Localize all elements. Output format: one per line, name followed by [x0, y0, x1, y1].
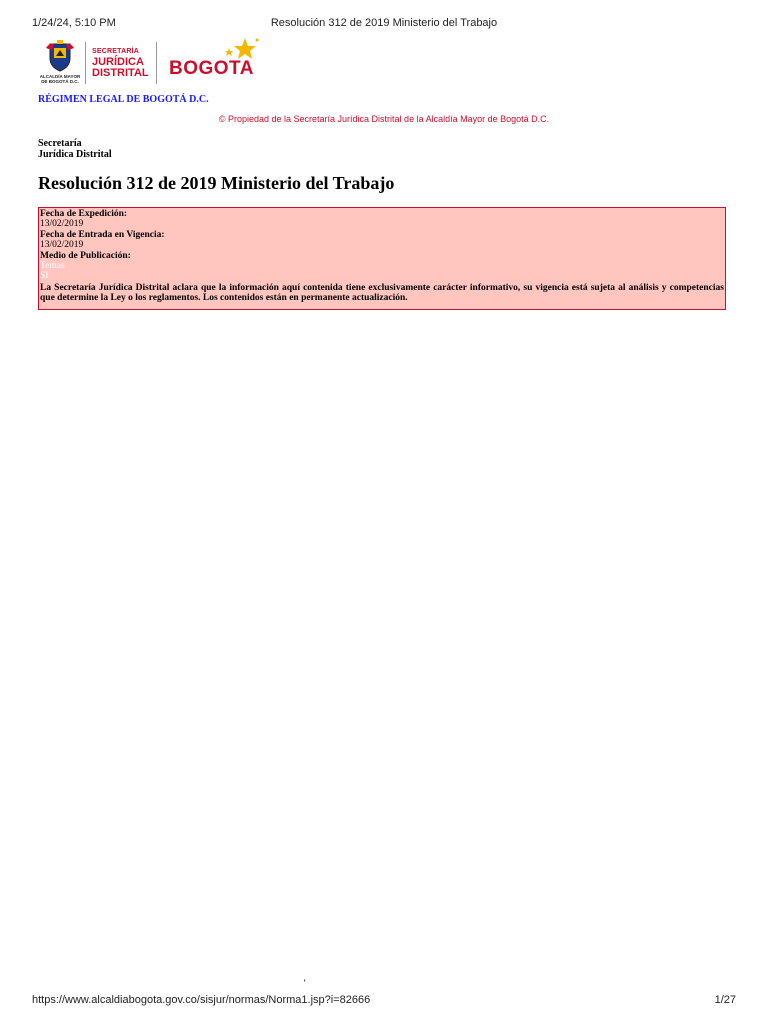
secretaria-juridica-logo: SECRETARÍA JURÍDICA DISTRITAL: [92, 48, 149, 79]
medio-publicacion-label: Medio de Publicación:: [40, 250, 131, 261]
norma-info-box: [38, 207, 726, 310]
fecha-vigencia-value: 13/02/2019: [40, 240, 84, 251]
disclaimer-text: La Secretaría Jurídica Distrital aclara que la información aquí contenida tiene exclusivamente carácter informativo, su vigencia está sujeta al análisis y competencias que determine la Ley o los reglamentos. Los contenidos están en permanente actualización.: [40, 282, 724, 304]
regimen-legal-link[interactable]: RÉGIMEN LEGAL DE BOGOTÁ D.C.: [38, 94, 209, 105]
print-datetime: 1/24/24, 5:10 PM: [32, 17, 116, 29]
fecha-expedicion-label: Fecha de Expedición:: [40, 209, 128, 219]
logo-divider: [156, 42, 157, 84]
si-link[interactable]: SI: [40, 271, 49, 282]
bogota-logo: [169, 38, 259, 88]
page-url: https://www.alcaldiabogota.gov.co/sisjur/normas/Norma1.jsp?i=82666: [32, 994, 371, 1006]
temas-link[interactable]: Temas: [40, 261, 65, 272]
secretaria-heading: Secretaría Jurídica Distrital: [38, 138, 112, 160]
logo-divider: [85, 42, 86, 84]
stray-mark: ʻ: [303, 978, 307, 989]
escudo-caption: ALCALDÍA MAYOR DE BOGOTÁ D.C.: [39, 74, 81, 84]
fecha-vigencia-label: Fecha de Entrada en Vigencia:: [40, 229, 165, 240]
propiedad-notice: © Propiedad de la Secretaría Jurídica Distrital de la Alcaldía Mayor de Bogotá D.C.: [218, 114, 550, 124]
bogota-wordmark: BOGOTA: [169, 58, 254, 79]
page-title: Resolución 312 de 2019 Ministerio del Trabajo: [38, 173, 395, 193]
logo-bar: [38, 38, 268, 90]
coat-of-arms-icon: [46, 40, 74, 72]
fecha-expedicion-value: 13/02/2019: [40, 219, 84, 230]
bogota-coat-of-arms-logo: [38, 38, 82, 90]
page-number: 1/27: [714, 994, 736, 1006]
print-document-title: Resolución 312 de 2019 Ministerio del Trabajo: [270, 17, 498, 29]
